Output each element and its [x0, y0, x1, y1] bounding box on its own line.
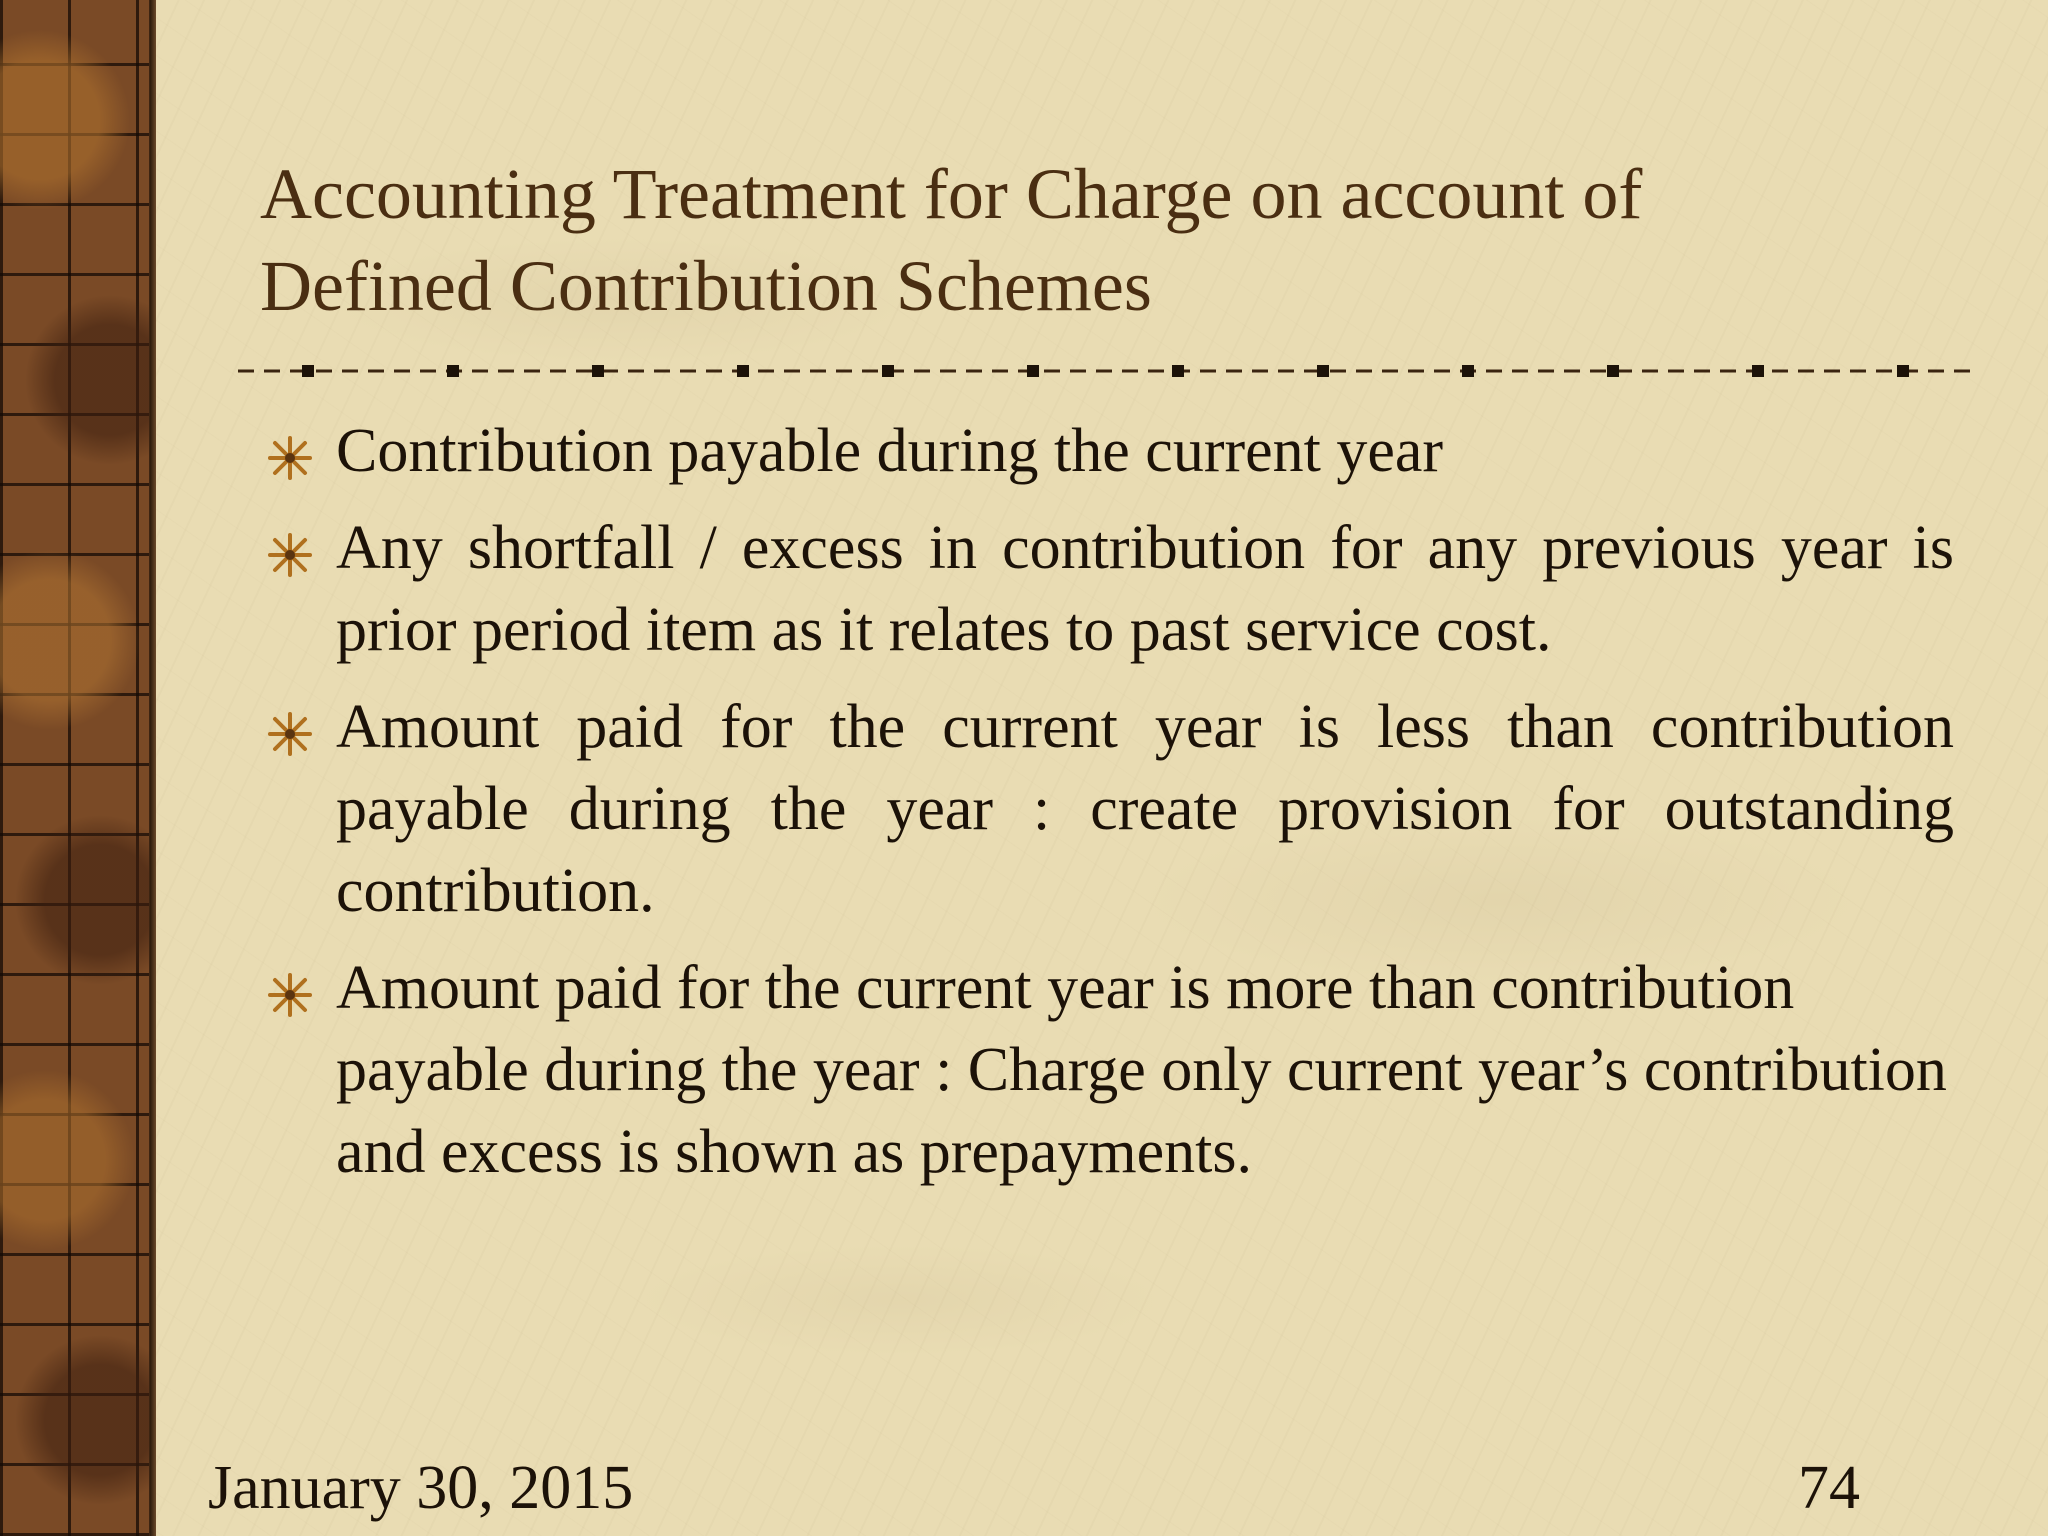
bullet-text-2: Any shortfall / excess in contribution for any previous year is prior period item as it relates to past service cost.	[336, 514, 1954, 664]
star-burst-icon	[268, 436, 312, 480]
footer-date: January 30, 2015	[208, 1454, 634, 1522]
star-burst-icon	[268, 973, 312, 1017]
decorative-left-bar	[0, 0, 153, 1536]
bullet-item-3	[268, 686, 1954, 932]
bullet-item-4	[268, 947, 1954, 1193]
left-bar-edge	[150, 0, 156, 1536]
bullet-text-3: Amount paid for the current year is less than contribution payable during the year : create provision for outstanding contribution.	[336, 693, 1954, 925]
title-divider	[238, 360, 1978, 382]
bullet-text-1: Contribution payable during the current year	[336, 417, 1444, 485]
slide-title-line-2: Defined Contribution Schemes	[260, 246, 1152, 326]
bullet-item-1	[268, 410, 1954, 492]
bullet-item-2	[268, 507, 1954, 671]
slide-title-line-1: Accounting Treatment for Charge on account of	[260, 154, 1643, 234]
star-burst-icon	[268, 712, 312, 756]
slide-title	[260, 148, 1960, 332]
page-number: 74	[1798, 1454, 1860, 1522]
bullet-text-4: Amount paid for the current year is more than contribution payable during the year : Charge only current year’s contribution and excess is shown as prepayments.	[336, 954, 1947, 1186]
bullet-list	[268, 410, 1954, 1208]
star-burst-icon	[268, 533, 312, 577]
